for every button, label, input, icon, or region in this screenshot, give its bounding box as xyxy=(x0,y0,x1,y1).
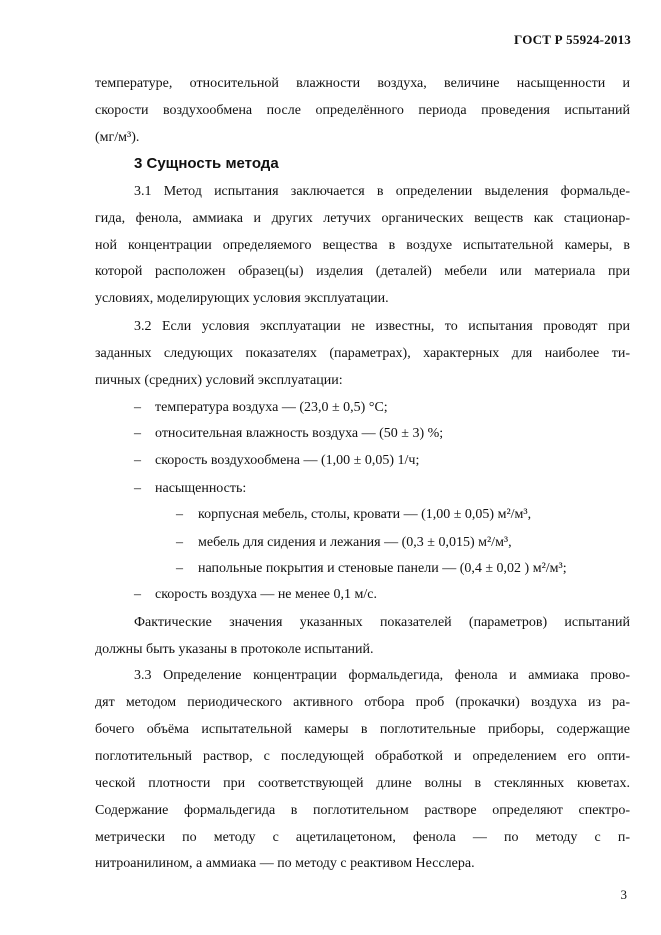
list-item: скорость воздухообмена — (1,00 ± 0,05) 1/ч; xyxy=(155,453,420,468)
section-heading: 3 Сущность метода xyxy=(134,155,279,172)
sublist-item: напольные покрытия и стеновые панели — (0,4 ± 0,02 ) м²/м³; xyxy=(198,561,567,576)
list-item: относительная влажность воздуха — (50 ± 3) %; xyxy=(155,426,444,441)
sublist-dash: – xyxy=(176,561,183,576)
page-number: 3 xyxy=(620,887,627,902)
p31-line-1: 3.1 Метод испытания заключается в определении выделения формальде- xyxy=(134,184,630,199)
list-item: насыщенность: xyxy=(155,481,247,496)
p33-line-1: 3.3 Определение концентрации формальдегида, фенола и аммиака прово- xyxy=(134,668,630,683)
intro-line-3: (мг/м³). xyxy=(95,130,140,145)
list-dash: – xyxy=(134,587,141,602)
p33-line-4: поглотительный раствор, с последующей обработкой и определением его опти- xyxy=(95,749,630,764)
pfact-line-1: Фактические значения указанных показателей (параметров) испытаний xyxy=(134,615,630,630)
p33-line-3: бочего объёма испытательной камеры в поглотительные приборы, содержащие xyxy=(95,722,630,737)
sublist-item: мебель для сидения и лежания — (0,3 ± 0,015) м²/м³, xyxy=(198,535,512,550)
intro-line-1: температуре, относительной влажности воздуха, величине насыщенности и xyxy=(95,76,630,91)
p33-line-8: нитроанилином, а аммиака — по методу с реактивом Несслера. xyxy=(95,856,475,871)
p33-line-6: Содержание формальдегида в поглотительном растворе определяют спектро- xyxy=(95,803,630,818)
p32-line-1: 3.2 Если условия эксплуатации не известны, то испытания проводят при xyxy=(134,319,630,334)
standard-code: ГОСТ Р 55924-2013 xyxy=(514,32,631,47)
p33-line-5: ческой плотности при соответствующей длине волны в стеклянных кюветах. xyxy=(95,776,630,791)
p31-line-4: которой расположен образец(ы) изделия (деталей) мебели или материала при xyxy=(95,264,630,279)
list-dash: – xyxy=(134,481,141,496)
list-dash: – xyxy=(134,400,141,415)
p31-line-2: гида, фенола, аммиака и других летучих органических веществ как стационар- xyxy=(95,211,630,226)
p31-line-5: условиях, моделирующих условия эксплуатации. xyxy=(95,291,389,306)
sublist-dash: – xyxy=(176,535,183,550)
p33-line-2: дят методом периодического активного отбора проб (прокачки) воздуха из ра- xyxy=(95,695,630,710)
p31-line-3: ной концентрации определяемого вещества в воздухе испытательной камеры, в xyxy=(95,238,630,253)
sublist-item: корпусная мебель, столы, кровати — (1,00 ± 0,05) м²/м³, xyxy=(198,507,532,522)
pfact-line-2: должны быть указаны в протоколе испытаний. xyxy=(95,642,374,657)
p32-line-2: заданных следующих показателях (параметрах), характерных для наиболее ти- xyxy=(95,346,630,361)
p33-line-7: метрически по методу с ацетилацетоном, фенола — по методу с п- xyxy=(95,830,630,845)
sublist-dash: – xyxy=(176,507,183,522)
intro-line-2: скорости воздухообмена после определённого периода проведения испытаний xyxy=(95,103,630,118)
list-item: скорость воздуха — не менее 0,1 м/с. xyxy=(155,587,377,602)
p32-line-3: пичных (средних) условий эксплуатации: xyxy=(95,373,343,388)
list-dash: – xyxy=(134,453,141,468)
list-item: температура воздуха — (23,0 ± 0,5) °С; xyxy=(155,400,388,415)
list-dash: – xyxy=(134,426,141,441)
